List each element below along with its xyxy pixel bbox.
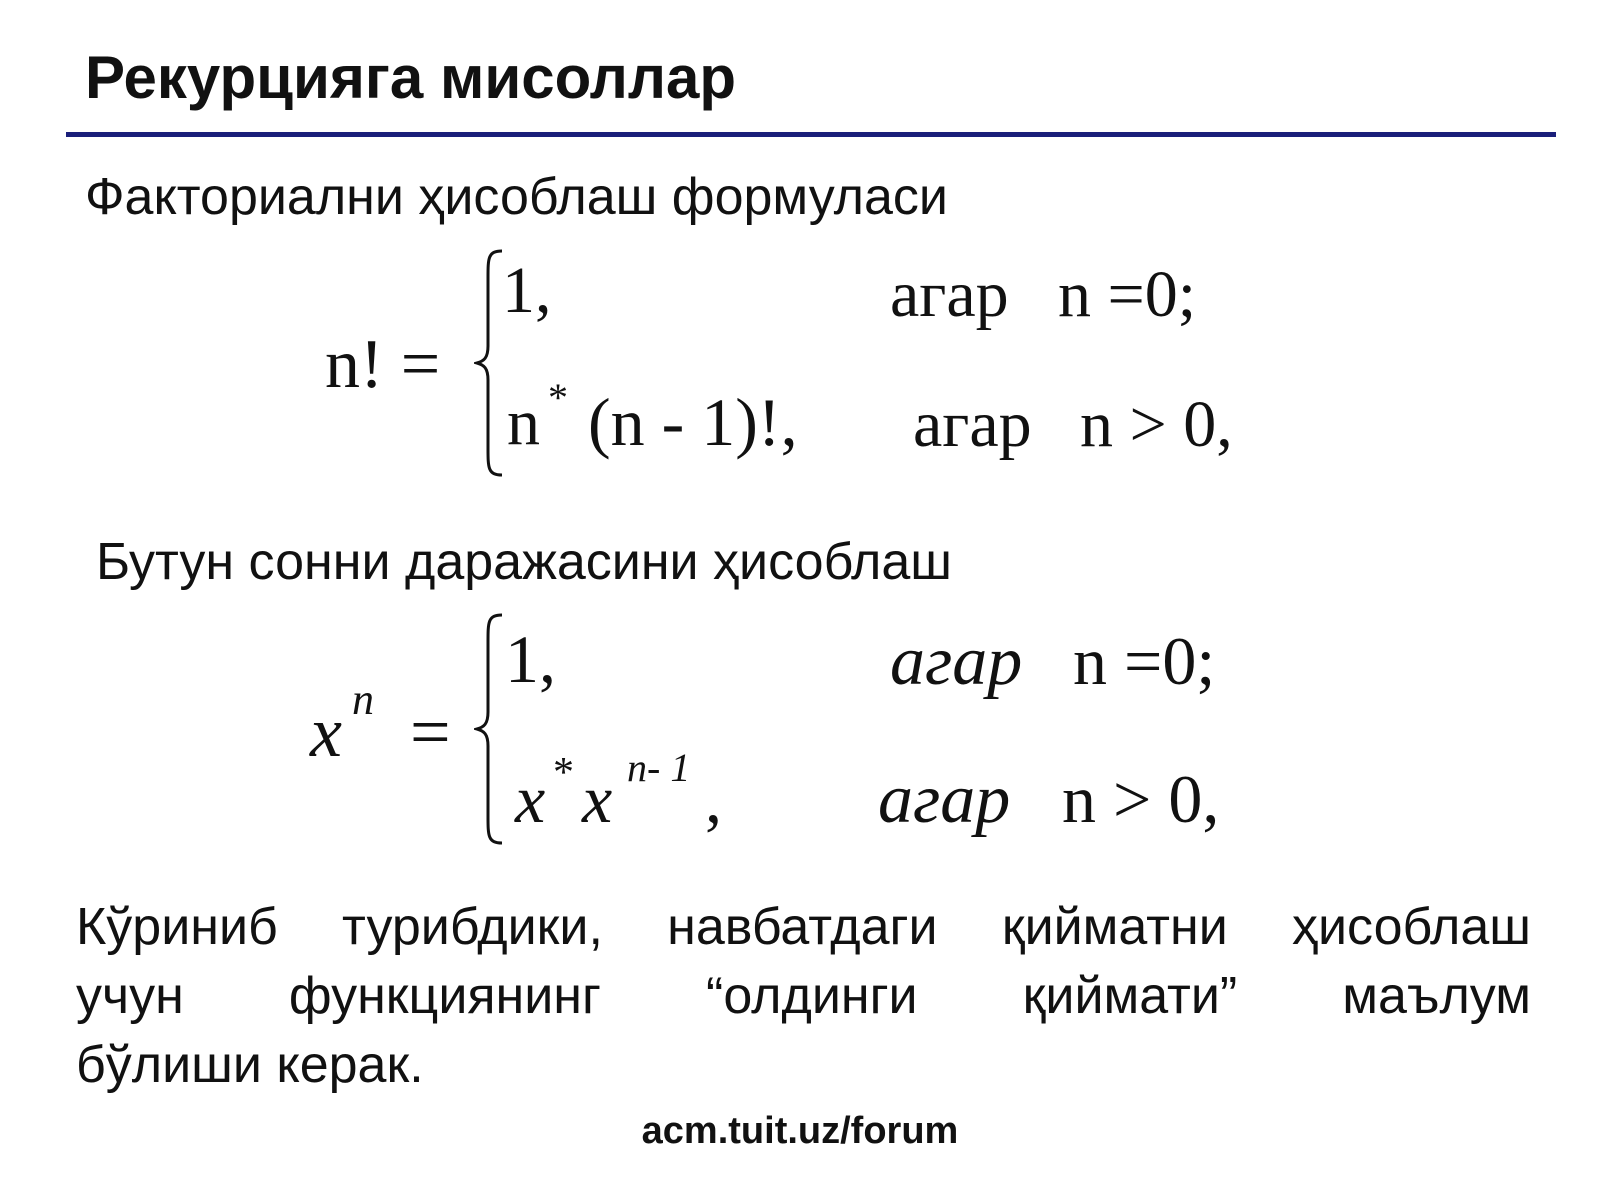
conclusion-word: учун: [76, 967, 184, 1025]
conclusion-word: навбатдаги: [667, 898, 938, 956]
footer-url: acm.tuit.uz/forum: [641, 1110, 959, 1152]
power-case2-condition-word: агар: [878, 761, 1011, 838]
conclusion-line-1: [76, 893, 1531, 962]
power-equals: =: [410, 692, 451, 772]
factorial-case1-value: 1,: [502, 254, 552, 327]
factorial-case1-condition-word: агар: [890, 258, 1009, 331]
conclusion-word: маълум: [1342, 967, 1531, 1025]
conclusion-paragraph: [76, 893, 1531, 1100]
power-case2-exponent: n- 1: [627, 745, 691, 790]
factorial-case1-condition: n =0;: [1058, 258, 1197, 331]
conclusion-word: бўлиши керак.: [76, 1036, 424, 1094]
conclusion-word: қиймати”: [1022, 967, 1238, 1025]
factorial-lhs: n! =: [325, 326, 441, 403]
factorial-case2-condition: n > 0,: [1080, 388, 1233, 461]
power-heading: Бутун сонни даражасини ҳисоблаш: [96, 533, 953, 591]
conclusion-word: қийматни: [1001, 898, 1228, 956]
factorial-case2-condition-word: агар: [913, 388, 1032, 461]
power-lhs-exponent: n: [352, 675, 374, 724]
power-case2-comma: ,: [705, 761, 722, 837]
power-case1-condition-word: агар: [890, 623, 1023, 700]
factorial-case2-star: *: [548, 375, 568, 420]
power-lhs-base: x: [310, 692, 342, 772]
factorial-case2-base: n: [507, 386, 540, 459]
factorial-case2-rest: (n - 1)!,: [588, 384, 798, 460]
conclusion-word: функциянинг: [288, 967, 601, 1025]
conclusion-line-3: [76, 1031, 1531, 1100]
conclusion-word: “олдинги: [706, 967, 918, 1025]
conclusion-word: ҳисоблаш: [1292, 898, 1531, 956]
conclusion-word: турибдики,: [342, 898, 603, 956]
conclusion-line-2: [76, 962, 1531, 1031]
title-underline: [66, 132, 1556, 137]
power-case2-x2: x: [582, 761, 613, 837]
slide-title: Рекурцияга мисоллар: [85, 44, 737, 111]
power-case2-star: *: [553, 750, 574, 796]
power-case2-x: x: [515, 761, 546, 837]
factorial-heading: Факториални ҳисоблаш формуласи: [85, 168, 948, 226]
power-case2-condition: n > 0,: [1062, 761, 1220, 837]
power-case1-value: 1,: [505, 621, 556, 697]
conclusion-word: Кўриниб: [76, 898, 278, 956]
power-case1-condition: n =0;: [1073, 623, 1216, 699]
